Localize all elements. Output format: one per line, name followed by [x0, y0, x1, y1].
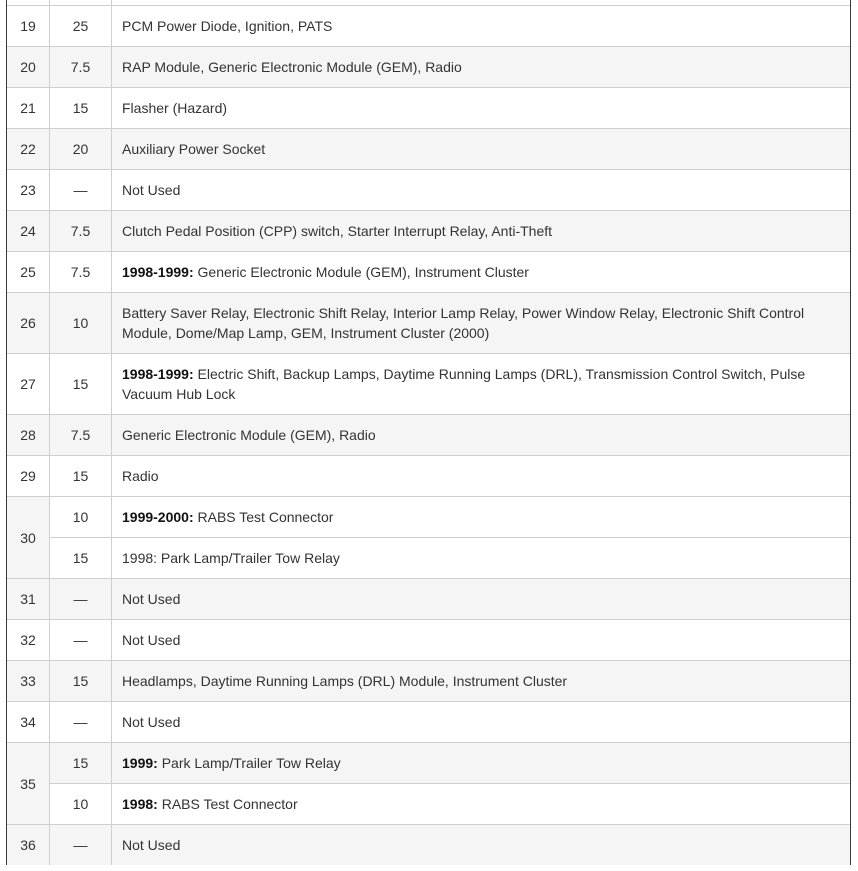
table-row	[7, 170, 850, 211]
amp-rating: 7.5	[50, 211, 112, 252]
fuse-number: 28	[7, 415, 50, 456]
table-row	[7, 293, 850, 354]
fuse-number: 27	[7, 354, 50, 415]
fuse-number: 30	[7, 497, 50, 579]
amp-rating: 15	[50, 661, 112, 702]
circuit-description: 1998-1999: Electric Shift, Backup Lamps, Daytime Running Lamps (DRL), Transmission Control Switch, Pulse Vacuum Hub Lock	[112, 354, 851, 415]
amp-rating: —	[50, 579, 112, 620]
amp-rating: —	[50, 825, 112, 866]
year-label: 1999-2000:	[122, 509, 194, 525]
table-row	[7, 538, 850, 579]
circuit-description: PCM Power Diode, Ignition, PATS	[112, 6, 851, 47]
table-row	[7, 6, 850, 47]
table-row	[7, 211, 850, 252]
circuit-description: 1998: RABS Test Connector	[112, 784, 851, 825]
table-row	[7, 252, 850, 293]
year-label: 1998:	[122, 796, 158, 812]
amp-rating: —	[50, 170, 112, 211]
amp-rating: 25	[50, 6, 112, 47]
amp-rating: 15	[50, 456, 112, 497]
amp-rating: —	[50, 620, 112, 661]
fuse-number: 23	[7, 170, 50, 211]
fuse-number: 24	[7, 211, 50, 252]
amp-rating: 20	[50, 129, 112, 170]
amp-rating: 10	[50, 784, 112, 825]
fuse-table-frame	[6, 0, 851, 865]
table-row	[7, 620, 850, 661]
amp-rating: 15	[50, 354, 112, 415]
amp-rating: 10	[50, 497, 112, 538]
circuit-description: Not Used	[112, 579, 851, 620]
table-row	[7, 88, 850, 129]
fuse-number: 21	[7, 88, 50, 129]
table-row	[7, 497, 850, 538]
fuse-number: 32	[7, 620, 50, 661]
circuit-description: Battery Saver Relay, Electronic Shift Relay, Interior Lamp Relay, Power Window Relay, Electronic Shift Control Module, Dome/Map Lamp, GEM, Instrument Cluster (2000)	[112, 293, 851, 354]
amp-rating: 7.5	[50, 415, 112, 456]
fuse-number: 34	[7, 702, 50, 743]
circuit-description: Flasher (Hazard)	[112, 88, 851, 129]
table-row	[7, 415, 850, 456]
table-row	[7, 354, 850, 415]
fuse-number: 35	[7, 743, 50, 825]
fuse-number: 36	[7, 825, 50, 866]
circuit-description: Not Used	[112, 620, 851, 661]
fuse-table	[7, 0, 850, 865]
table-row	[7, 456, 850, 497]
table-row	[7, 579, 850, 620]
fuse-number: 29	[7, 456, 50, 497]
table-row	[7, 702, 850, 743]
table-row	[7, 825, 850, 866]
fuse-number: 22	[7, 129, 50, 170]
circuit-description: 1999: Park Lamp/Trailer Tow Relay	[112, 743, 851, 784]
circuit-description: Auxiliary Power Socket	[112, 129, 851, 170]
circuit-description: RAP Module, Generic Electronic Module (GEM), Radio	[112, 47, 851, 88]
amp-rating: 15	[50, 88, 112, 129]
table-row	[7, 661, 850, 702]
table-row	[7, 743, 850, 784]
fuse-number: 31	[7, 579, 50, 620]
fuse-number: 20	[7, 47, 50, 88]
circuit-description: Not Used	[112, 825, 851, 866]
amp-rating: —	[50, 702, 112, 743]
fuse-number: 26	[7, 293, 50, 354]
amp-rating: 15	[50, 538, 112, 579]
circuit-description: Not Used	[112, 702, 851, 743]
table-row	[7, 784, 850, 825]
table-row	[7, 129, 850, 170]
circuit-description: Radio	[112, 456, 851, 497]
amp-rating: 10	[50, 293, 112, 354]
circuit-description: 1998-1999: Generic Electronic Module (GEM), Instrument Cluster	[112, 252, 851, 293]
amp-rating: 7.5	[50, 252, 112, 293]
circuit-description: Generic Electronic Module (GEM), Radio	[112, 415, 851, 456]
amp-rating: 7.5	[50, 47, 112, 88]
fuse-number: 25	[7, 252, 50, 293]
year-label: 1998-1999:	[122, 366, 194, 382]
fuse-number: 33	[7, 661, 50, 702]
circuit-description: 1998: Park Lamp/Trailer Tow Relay	[112, 538, 851, 579]
year-label: 1999:	[122, 755, 158, 771]
amp-rating: 15	[50, 743, 112, 784]
fuse-number: 19	[7, 6, 50, 47]
circuit-description: Clutch Pedal Position (CPP) switch, Starter Interrupt Relay, Anti-Theft	[112, 211, 851, 252]
circuit-description: Not Used	[112, 170, 851, 211]
circuit-description: Headlamps, Daytime Running Lamps (DRL) Module, Instrument Cluster	[112, 661, 851, 702]
circuit-description: 1999-2000: RABS Test Connector	[112, 497, 851, 538]
year-label: 1998-1999:	[122, 264, 194, 280]
table-row	[7, 47, 850, 88]
